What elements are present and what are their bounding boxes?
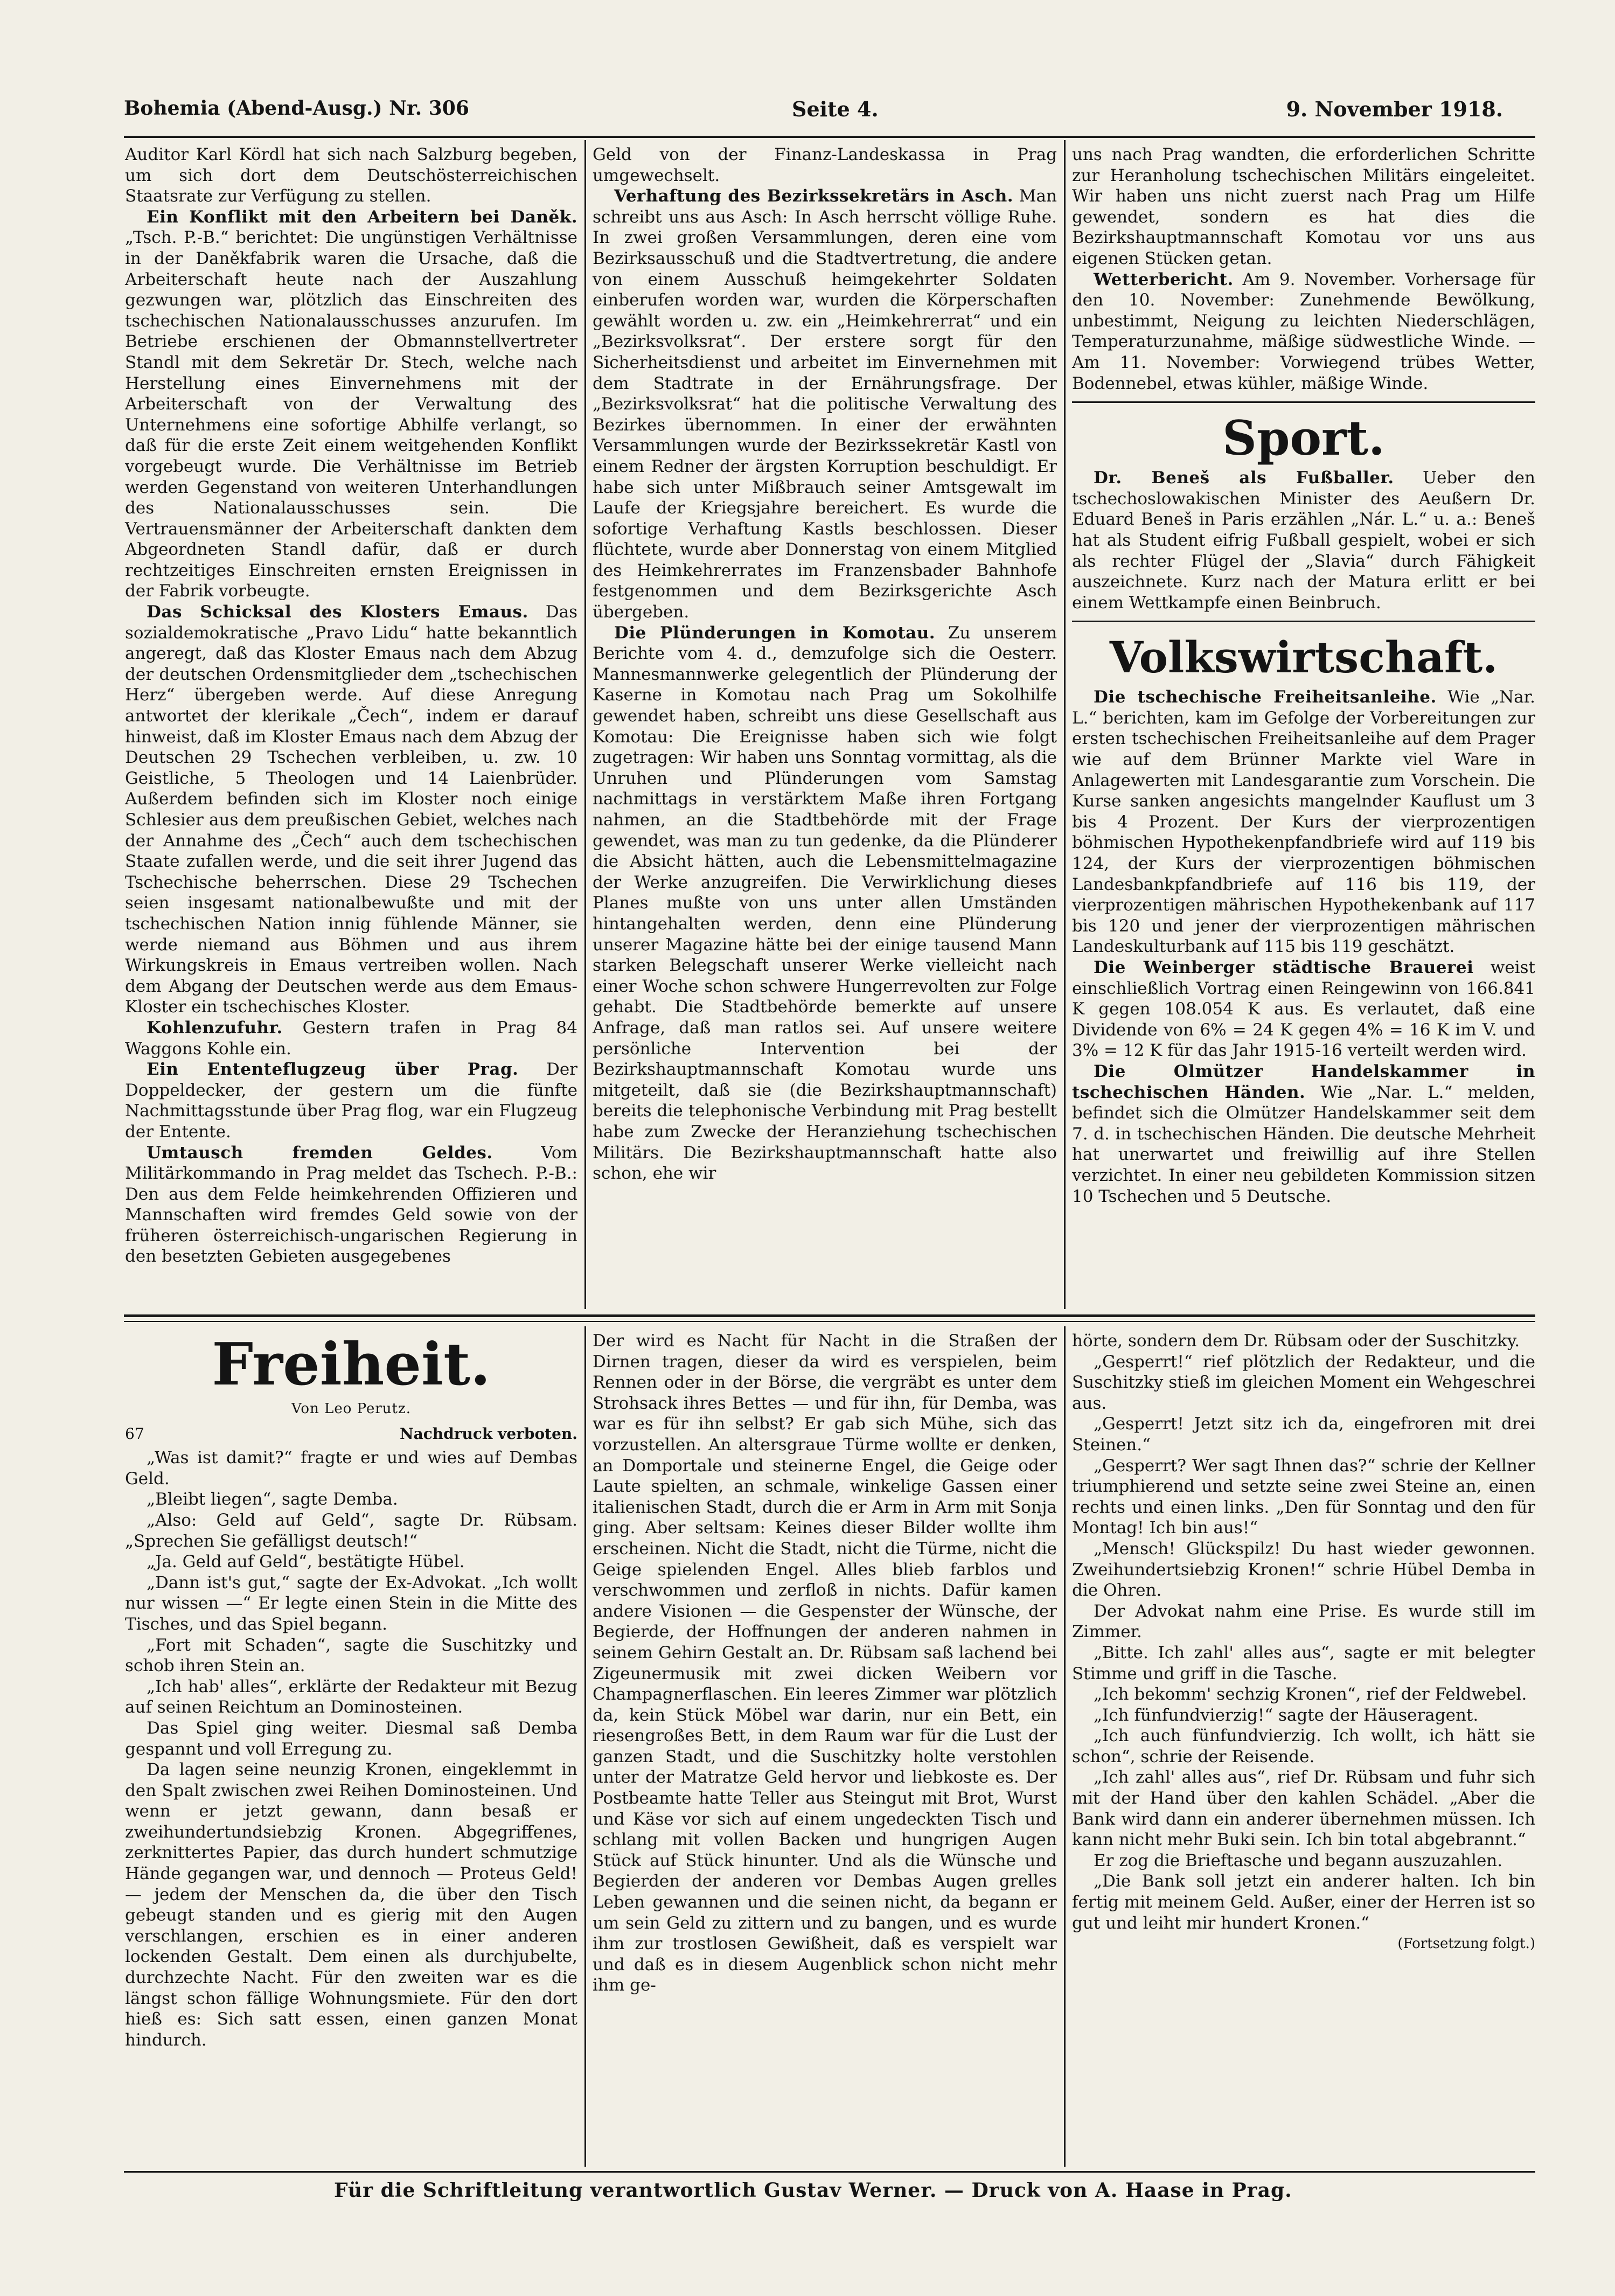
section-rule [1072, 401, 1535, 403]
footer-rule [124, 2171, 1535, 2173]
serial-paragraph: „Gesperrt! Jetzt sitz ich da, eingefroren mit drei Steinen.“ [1072, 1414, 1535, 1455]
serial-paragraph: „Gesperrt? Wer sagt Ihnen das?“ schrie der Kellner triumphierend und setzte seine zwei Steine an, einen rechts und einen links. „Den für Sonntag und den für Montag! Ich bin aus!“ [1072, 1456, 1535, 1538]
article-benes-fussballer [1072, 468, 1535, 613]
serial-paragraph: „Die Bank soll jetzt ein anderer halten. Ich bin fertig mit meinem Geld. Außer, einer der Herren ist so gut und leiht mir hundert Kronen.“ [1072, 1871, 1535, 1933]
article-kloster-emaus [125, 602, 577, 1018]
article-heading: Das Schicksal des Klosters Emaus. [147, 602, 528, 622]
article-body: Am 9. November. Vorhersage für den 10. November: Zunehmende Bewölkung, unbestimmt, Neigung zu leichten Niederschlägen, Temperaturzunahme, mäßige südwestliche Winde. — Am 11. November: Vorwiegend trübes Wetter, Bodennebel, etwas kühler, mäßige Winde. [1072, 269, 1535, 393]
header-rule [124, 136, 1535, 138]
serial-number: 67 [125, 1424, 144, 1443]
article-body: Gestern trafen in Prag 84 Waggons Kohle ein. [125, 1018, 577, 1059]
column-3 [1072, 144, 1535, 1207]
article-heading: Dr. Beneš als Fußballer. [1094, 468, 1394, 488]
article-heading: Umtausch fremden Geldes. [147, 1143, 493, 1163]
article-heading: Die Weinberger städtische Brauerei [1094, 958, 1474, 977]
article-heading: Ein Ententeflugzeug über Prag. [147, 1060, 519, 1080]
column-2 [593, 144, 1057, 1184]
article-weinberger-brauerei [1072, 957, 1535, 1061]
header-page-number: Seite 4. [792, 97, 879, 121]
article-body: Vom Militärkommando in Prag meldet das Tschech. P.-B.: Den aus dem Felde heimkehrenden Offizieren und Mannschaften wird fremdes Geld sowie von der früheren österreichisch-ungarischen Regierung in den besetzten Gebieten ausgegebenes [125, 1143, 577, 1267]
continued-notice: (Fortsetzung folgt.) [1397, 1936, 1535, 1952]
page-header [124, 97, 1503, 135]
serial-divider-2 [1064, 1326, 1066, 2167]
serial-paragraph: „Mensch! Glückspilz! Du hast wieder gewonnen. Zweihundertsiebzig Kronen!“ schrie Hübel Demba in die Ohren. [1072, 1539, 1535, 1601]
feuilleton-rule-bottom [124, 1321, 1535, 1322]
serial-paragraph: „Ich hab' alles“, erklärte der Redakteur mit Bezug auf seinen Reichtum an Dominosteinen. [125, 1676, 577, 1717]
serial-paragraph: „Dann ist's gut,“ sagte der Ex-Advokat. „Ich wollt nur wissen —“ Er legte einen Stein in die Mitte des Tisches, und das Spiel begann. [125, 1573, 577, 1634]
col1-lead: Auditor Karl Kördl hat sich nach Salzburg begeben, um sich dort dem Deutschösterreichischen Staatsrate zur Verfügung zu stellen. [125, 145, 577, 206]
serial-column-1 [125, 1331, 577, 2050]
serial-paragraph: „Gesperrt!“ rief plötzlich der Redakteur, und die Suschitzky stieß im gleichen Moment ein Wehgeschrei aus. [1072, 1352, 1535, 1413]
serial-paragraph: „Bleibt liegen“, sagte Demba. [147, 1490, 398, 1509]
col3-lead: uns nach Prag wandten, die erforderlichen Schritte zur Heranholung tschechischen Militärs eingeleitet. Wir haben uns nicht zuerst nach Prag um Hilfe gewendet, sondern es hat dies die Bezirkshauptmannschaft Komotau vor uns aus eigenen Stücken getan. [1072, 145, 1535, 268]
serial-paragraph: „Was ist damit?“ fragte er und wies auf Dembas Geld. [125, 1448, 577, 1488]
serial-paragraph: Der wird es Nacht für Nacht in die Straßen der Dirnen tragen, dieser da wird es verspielen, beim Rennen oder in der Börse, die vergräbt es unter dem Strohsack ihres Bettes — und für ihn, für Demba, was war es für ihn selbst? Er gab sich Mühe, sich das vorzustellen. An altersgraue Türme wollte er denken, an Domportale und steinerne Engel, die Geige oder Laute spielten, an schmale, winkelige Gassen einer italienischen Stadt, durch die er Arm in Arm mit Sonja ging. Aber seltsam: Keines dieser Bilder wollte ihm erscheinen. Nicht die Stadt, nicht die Türme, nicht die Geige spielenden Engel. Alles blieb farblos und verschwommen und zerfloß in nichts. Dafür kamen andere Visionen — die Gespenster der Wünsche, der Begierde, der Hoffnungen der anderen nahmen in seinem Gehirn Gestalt an. Dr. Rübsam saß lachend bei Zigeunermusik mit zwei dicken Weibern vor Champagnerflaschen. Ein leeres Zimmer war plötzlich da, kein Stück Möbel war darin, nur ein Bett, ein riesengroßes Bett, in dem Raum war für die Lust der ganzen Stadt, und die Suschitzky holte verstohlen unter der Matratze Geld hervor und liebkoste es. Der Postbeamte hatte Teller aus Steingut mit Brot, Wurst und Käse vor sich auf einem ungedeckten Tisch und schlang mit vollen Backen und hungrigen Augen Stück auf Stück hinunter. Und als die Wünsche und Begierden der anderen vor Dembas Augen grelles Leben gewannen und die seinen nicht, da begann er um sein Geld zu zittern und zu bangen, und es wurde ihm zur trostlosen Gewißheit, daß es verspielt war und daß es in diesem Augenblick schon nicht mehr ihm ge- [593, 1331, 1057, 1995]
article-verhaftung-asch [593, 186, 1057, 622]
serial-paragraph: „Ich auch fünfundvierzig. Ich wollt, ich hätt sie schon“, schrie der Reisende. [1072, 1726, 1535, 1766]
article-body: Wie „Nar. L.“ melden, befindet sich die Olmützer Handelskammer seit dem 7. d. in tschechischen Händen. Die deutsche Mehrheit hat unerwartet und freiwillig auf ihre Stellen verzichtet. In einer neu gebildeten Kommission sitzen 10 Tschechen und 5 Deutsche. [1072, 1082, 1535, 1206]
serial-column-2 [593, 1331, 1057, 1996]
article-body: Das sozialdemokratische „Pravo Lidu“ hatte bekanntlich angeregt, daß das Kloster Emaus nach dem Abzug der deutschen Ordensmitglieder dem „tschechischen Herz“ übergeben werde. Auf diese Anregung antwortet der klerikale „Čech“, indem er darauf hinweist, daß im Kloster Emaus nach dem Abzug der Deutschen 29 Tschechen verbleiben, u. zw. 10 Geistliche, 5 Theologen und 14 Laienbrüder. Außerdem befinden sich im Kloster noch einige Schlesier aus dem preußischen Gebiet, welches nach der Annahme des „Čech“ auch dem tschechischen Staate zufallen werde, und die seit ihrer Jugend das Tschechische beherrschen. Diese 29 Tschechen seien insgesamt nationalbewußte und mit der tschechischen Nation innig fühlende Männer, sie werde niemand aus Böhmen und aus ihrem Wirkungskreis in Emaus vertreiben wollen. Nach dem Abgang der Deutschen werde aus dem Emaus-Kloster ein tschechisches Kloster. [125, 602, 577, 1017]
serial-paragraph: „Ich bekomm' sechzig Kronen“, rief der Feldwebel. [1094, 1685, 1527, 1704]
imprint-footer: Für die Schriftleitung verantwortlich Gustav Werner. — Druck von A. Haase in Prag. [334, 2179, 1292, 2202]
article-body: Der Doppeldecker, der gestern um die fünfte Nachmittagsstunde über Prag flog, war ein Flugzeug der Entente. [125, 1060, 578, 1142]
article-heading: Die Plünderungen in Komotau. [614, 623, 936, 643]
section-rule [1072, 621, 1535, 622]
article-umtausch-geldes [125, 1143, 577, 1268]
col2-lead: Geld von der Finanz-Landeskassa in Prag umgewechselt. [593, 145, 1057, 185]
serial-paragraph: „Fort mit Schaden“, sagte die Suschitzky und schob ihren Stein an. [125, 1635, 577, 1676]
serial-paragraph: Da lagen seine neunzig Kronen, eingeklemmt in den Spalt zwischen zwei Reihen Dominosteinen. Und wenn er jetzt gewann, dann besaß er zweihundertundsiebzig Kronen. Abgegriffenes, zerknittertes Papier, das durch hundert schmutzige Hände gegangen war, und dennoch — Proteus Geld! — jedem der Menschen da, die über den Tisch gebeugt standen und es gierig mit den Augen verschlangen, erschien es in einer anderen lockenden Gestalt. Dem einen als durchjubelte, durchzechte Nacht. Für den zweiten war es die längst schon fällige Wohnungsmiete. Für den dort hieß es: Sich satt essen, einen ganzen Monat hindurch. [125, 1760, 577, 2050]
article-heading: Ein Konflikt mit den Arbeitern bei Daněk. [147, 207, 577, 227]
article-body: Wie „Nar. L.“ berichten, kam im Gefolge der Vorbereitungen zur ersten tschechischen Freiheitsanleihe auf dem Prager wie auf dem Brünner Markte viel Ware in Anlagewerten mit Landesgarantie zum Vorschein. Die Kurse sanken angesichts mangelnder Kauflust um 3 bis 4 Prozent. Der Kurs der vierprozentigen böhmischen Hypothekenpfandbriefe wird auf 119 bis 124, der Kurs der vierprozentigen böhmischen Landesbankpfandbriefe auf 116 bis 119, der vierprozentigen mährischen Hypothekenbank auf 117 bis 120 und jener der vierprozentigen mährischen Landeskulturbank auf 115 bis 119 geschätzt. [1072, 687, 1536, 957]
serial-paragraph: „Bitte. Ich zahl' alles aus“, sagte er mit belegter Stimme und griff in die Tasche. [1072, 1643, 1535, 1683]
article-heading: Die tschechische Freiheitsanleihe. [1094, 687, 1437, 707]
article-wetterbericht [1072, 269, 1535, 394]
article-body: Zu unserem Berichte vom 4. d., demzufolge sich die Oesterr. Mannesmannwerke gelegentlich der Plünderung der Kaserne in Komotau nach Prag um Sokolhilfe gewendet haben, schreibt uns diese Gesellschaft aus Komotau: Die Ereignisse haben sich wie folgt zugetragen: Wir haben uns Sonntag vormittag, als die Unruhen und Plünderungen vom Samstag nachmittags in verstärktem Maße ihren Fortgang nahmen, an die Stadtbehörde mit der Frage gewendet, was man zu tun gedenke, da die Plünderer die Absicht hätten, auch die Lebensmittelmagazine der Werke anzugreifen. Die Verwirklichung dieses Planes mußte von uns unter allen Umständen hintangehalten werden, denn eine Plünderung unserer Magazine hätte bei der einige tausend Mann starken Belegschaft unserer Werke vielleicht nach einer Woche schon schwere Hungerrevolten zur Folge gehabt. Die Stadtbehörde bemerkte auf unsere Anfrage, daß man ratlos sei. Auf unsere weitere persönliche Intervention bei der Bezirkshauptmannschaft Komotau wurde uns mitgeteilt, daß sie (die Bezirkshauptmannschaft) bereits die telephonische Verbindung mit Prag bestellt habe zum Zwecke der Heranziehung tschechischen Militärs. Die Bezirkshauptmannschaft hatte also schon, ehe wir [593, 623, 1057, 1184]
serial-paragraph: „Ich zahl' alles aus“, rief Dr. Rübsam und fuhr sich mit der Hand über den kahlen Schädel. „Aber die Bank wird dann ein anderer übernehmen müssen. Ich kann nicht mehr Buki sein. Ich bin total abgebrannt.“ [1072, 1768, 1535, 1850]
article-pluenderungen-komotau [593, 623, 1057, 1184]
serial-title: Freiheit. [212, 1331, 491, 1399]
article-freiheitsanleihe [1072, 687, 1535, 957]
serial-paragraph: Der Advokat nahm eine Prise. Es wurde still im Zimmer. [1072, 1601, 1535, 1642]
feuilleton-rule-top [124, 1314, 1535, 1317]
serial-column-3 [1072, 1331, 1535, 1954]
column-1 [125, 144, 577, 1267]
serial-paragraph: Das Spiel ging weiter. Diesmal saß Demba gespannt und voll Erregung zu. [125, 1718, 577, 1759]
serial-paragraph: hörte, sondern dem Dr. Rübsam oder der Suschitzky. [1072, 1331, 1520, 1351]
article-heading: Verhaftung des Bezirkssekretärs in Asch. [614, 186, 1014, 206]
serial-paragraph: „Ich fünfundvierzig!“ sagte der Häuseragent. [1094, 1705, 1479, 1725]
section-title-volkswirtschaft: Volkswirtschaft. [1109, 632, 1498, 683]
article-konflikt-danek [125, 207, 577, 602]
header-edition: Bohemia (Abend-Ausg.) Nr. 306 [124, 97, 469, 120]
column-divider-2 [1064, 140, 1066, 1309]
section-title-sport: Sport. [1222, 410, 1385, 467]
serial-author: Von Leo Perutz. [291, 1401, 411, 1417]
serial-paragraph: „Also: Geld auf Geld“, sagte Dr. Rübsam. „Sprechen Sie gefälligst deutsch!“ [125, 1510, 577, 1551]
serial-paragraph: „Ja. Geld auf Geld“, bestätigte Hübel. [147, 1552, 465, 1572]
reprint-notice: Nachdruck verboten. [400, 1424, 577, 1443]
article-body: „Tsch. P.-B.“ berichtet: Die ungünstigen Verhältnisse in der Daněkfabrik waren die Ursache, daß die Arbeiterschaft heute nach der Auszahlung gezwungen war, plötzlich das Einschreiten des tschechischen Nationalausschusses anzurufen. Im Betriebe erschienen der Obmannstellvertreter Standl mit dem Sekretär Dr. Stech, welche nach Herstellung eines Einvernehmens mit der Arbeiterschaft von der Verwaltung des Unternehmens eine sofortige Abhilfe verlangt, so daß für die erste Zeit einem weitgehenden Konflikt vorgebeugt wurde. Die Verhältnisse im Betrieb werden Gegenstand von weiteren Unterhandlungen des Nationalausschusses sein. Die Vertrauensmänner der Arbeiterschaft dankten dem Abgeordneten Standl dafür, daß er durch rechtzeitiges Einschreiten ernsten Ereignissen in der Fabrik vorbeugte. [125, 228, 577, 601]
article-ententeflugzeug [125, 1059, 577, 1142]
article-heading: Wetterbericht. [1094, 269, 1234, 289]
article-kohlenzufuhr [125, 1018, 577, 1059]
article-heading: Die Olmützer Handelskammer in tschechischen Händen. [1072, 1061, 1535, 1102]
serial-divider-1 [584, 1326, 586, 2167]
article-body: weist einschließlich Vortrag einen Reingewinn von 166.841 K gegen 108.054 K aus. Es verlautet, daß eine Dividende von 6% = 24 K gegen 4% = 16 K im V. und 3% = 12 K für das Jahr 1915-16 verteilt werden wird. [1072, 958, 1536, 1061]
column-divider-1 [584, 140, 586, 1309]
article-body: Man schreibt uns aus Asch: In Asch herrscht völlige Ruhe. In zwei großen Versammlungen, deren eine vom Bezirksausschuß und die Stadtvertretung, die andere von einem Ausschuß heimgekehrter Soldaten einberufen worden war, wurden die Körperschaften gewählt worden u. zw. ein „Heimkehrerrat“ und ein „Bezirksvolksrat“. Der erstere sorgt für den Sicherheitsdienst und arbeitet im Einvernehmen mit dem Stadtrate in der Ernährungsfrage. Der „Bezirksvolksrat“ hat die politische Verwaltung des Bezirkes übernommen. In einer der erwähnten Versammlungen wurde der Bezirkssekretär Kastl von einem Redner der ärgsten Korruption beschuldigt. Er habe sich unter Mißbrauch seiner Amtsgewalt im Laufe der Kriegsjahre bereichert. Es wurde die sofortige Verhaftung Kastls beschlossen. Dieser flüchtete, wurde aber Donnerstag von einem Mitglied des Heimkehrerrates im Franzensbader Bahnhofe festgenommen und dem Bezirksgerichte Asch übergeben. [593, 186, 1057, 622]
header-date: 9. November 1918. [1286, 97, 1503, 121]
article-olmuetzer-handelskammer [1072, 1061, 1535, 1207]
article-heading: Kohlenzufuhr. [147, 1018, 283, 1038]
article-body: Ueber den tschechoslowakischen Minister des Aeußern Dr. Eduard Beneš in Paris erzählen „Nár. L.“ u. a.: Beneš hat als Student eifrig Fußball gespielt, wobei er sich als rechter Flügel der „Slavia“ durch Fähigkeit auszeichnete. Kurz nach der Matura erlitt er bei einem Wettkampfe einen Beinbruch. [1072, 468, 1535, 613]
serial-meta [125, 1424, 577, 1445]
serial-paragraph: Er zog die Brieftasche und begann auszuzahlen. [1094, 1850, 1503, 1870]
